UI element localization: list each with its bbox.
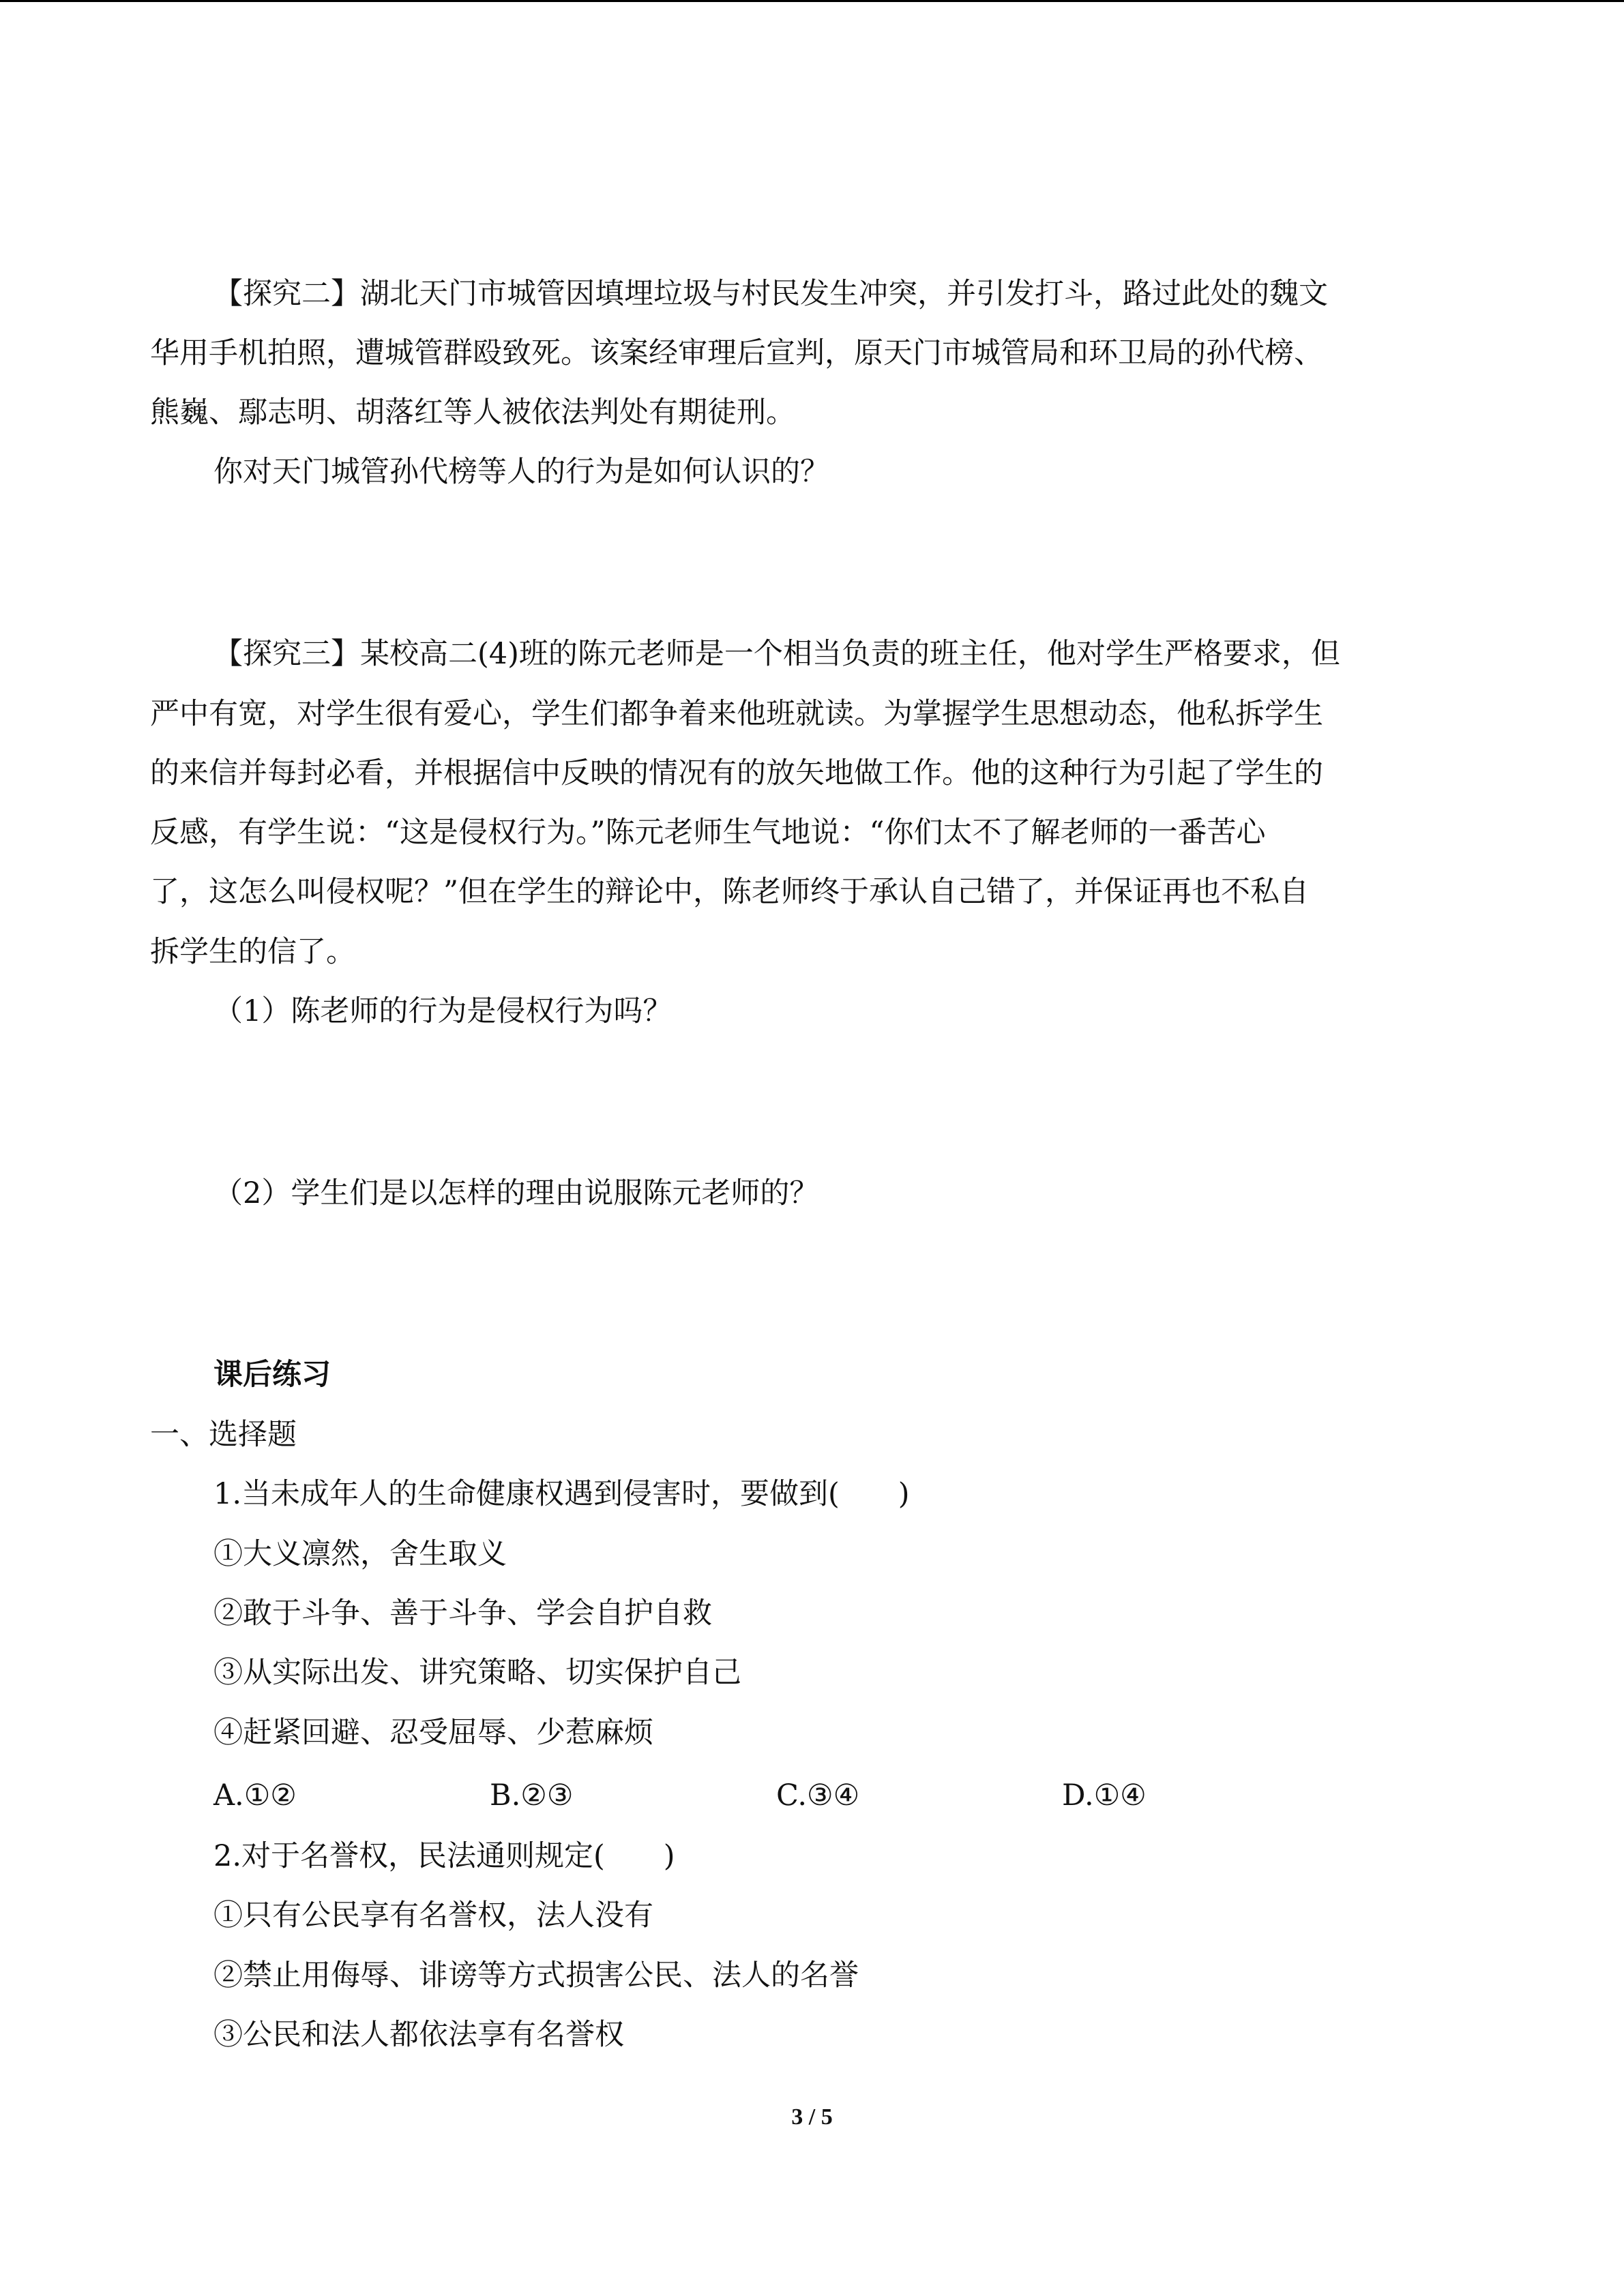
explore2-line: 熊巍、鄢志明、胡落红等人被依法判处有期徒刑。 [150,396,795,430]
explore3-line: 严中有宽，对学生很有爱心，学生们都争着来他班就读。为掌握学生思想动态，他私拆学生 [150,697,1323,731]
explore3-line: 的来信并每封必看，并根据信中反映的情况有的放矢地做工作。他的这种行为引起了学生的 [150,756,1323,790]
question-2-stem: 2.对于名誉权，民法通则规定( ) [213,1839,675,1873]
question-2-item: ②禁止用侮辱、诽谤等方式损害公民、法人的名誉 [213,1958,859,1993]
explore3-line: 反感，有学生说：“这是侵权行为。”陈元老师生气地说：“你们太不了解老师的一番苦心 [150,816,1266,850]
question-1-item: ③从实际出发、讲究策略、切实保护自己 [213,1656,741,1690]
question-1-item: ①大义凛然，舍生取义 [213,1537,507,1571]
question-1-option-d: D.①④ [1062,1778,1147,1813]
explore3-question-2: （2）学生们是以怎样的理由说服陈元老师的？ [213,1176,819,1210]
question-1-item: ④赶紧回避、忍受屈辱、少惹麻烦 [213,1716,653,1750]
question-2-item: ①只有公民享有名誉权，法人没有 [213,1898,653,1933]
question-1-option-c: C.③④ [776,1778,860,1813]
exercise-heading: 课后练习 [213,1358,331,1392]
explore2-line: 华用手机拍照，遭城管群殴致死。该案经审理后宣判，原天门市城管局和环卫局的孙代榜、 [150,336,1323,370]
explore3-line: 拆学生的信了。 [150,935,355,969]
top-border [0,0,1624,2]
question-1-option-a: A.①② [213,1778,297,1813]
explore2-line: 【探究二】湖北天门市城管因填埋垃圾与村民发生冲突，并引发打斗，路过此处的魏文 [213,277,1328,311]
question-1-item: ②敢于斗争、善于斗争、学会自护自救 [213,1596,712,1630]
explore3-question-1: （1）陈老师的行为是侵权行为吗？ [213,994,673,1028]
explore2-question: 你对天门城管孙代榜等人的行为是如何认识的？ [213,455,829,489]
question-1-stem: 1.当未成年人的生命健康权遇到侵害时，要做到( ) [213,1477,910,1511]
section-heading: 一、选择题 [150,1418,297,1452]
question-2-item: ③公民和法人都依法享有名誉权 [213,2018,624,2052]
explore3-line: 了，这怎么叫侵权呢？”但在学生的辩论中，陈老师终于承认自己错了，并保证再也不私自 [150,875,1309,909]
page-number: 3 / 5 [791,2104,833,2130]
question-1-option-b: B.②③ [490,1778,574,1813]
explore3-line: 【探究三】某校高二(4)班的陈元老师是一个相当负责的班主任，他对学生严格要求，但 [213,637,1340,671]
